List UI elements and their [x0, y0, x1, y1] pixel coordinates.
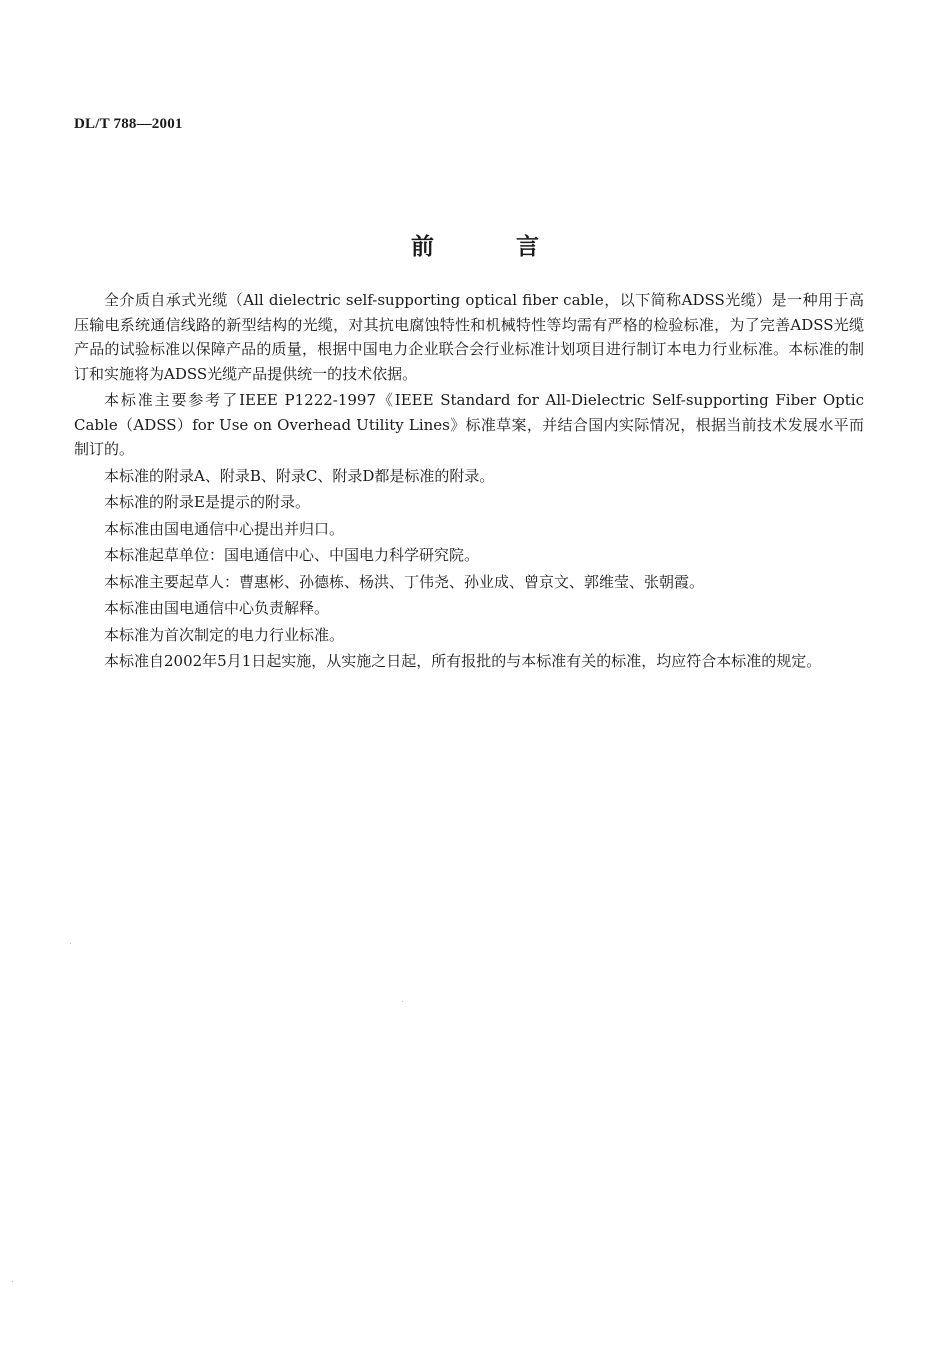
- paragraph-reference: 本标准主要参考了IEEE P1222-1997《IEEE Standard for All-Dielectric Self-supporting Fiber Optic Cable（ADSS）for Use on Overhead Utility Lines》标准草案，并结合国内实际情况，根据当前技术发展水平而制订的。: [74, 391, 864, 458]
- standard-number: DL/T 788—2001: [74, 116, 183, 132]
- paragraph-first-edition: 本标准为首次制定的电力行业标准。: [104, 625, 345, 644]
- scan-speck: [402, 1001, 403, 1002]
- paragraph-intro: 全介质自承式光缆（All dielectric self-supporting optical fiber cable，以下简称ADSS光缆）是一种用于高压输电系统通信线路的新型结构的光缆，对其抗电腐蚀特性和机械特性等均需有严格的检验标准，为了完善ADSS光缆产品的试验标准以保障产品的质量，根据中国电力企业联合会行业标准计划项目进行制订本电力行业标准。本标准的制订和实施将为ADSS光缆产品提供统一的技术依据。: [74, 291, 864, 383]
- paragraph-drafting-units: 本标准起草单位：国电通信中心、中国电力科学研究院。: [104, 546, 480, 564]
- scan-speck: [12, 1281, 13, 1282]
- paragraph-drafters: 本标准主要起草人：曹惠彬、孙德栋、杨洪、丁伟尧、孙业成、曾京文、郭维莹、张朝霞。: [104, 572, 705, 591]
- paragraph-interpretation: 本标准由国电通信中心负责解释。: [104, 599, 330, 617]
- paragraph-normative-annexes: 本标准的附录A、附录B、附录C、附录D都是标准的附录。: [104, 466, 495, 485]
- foreword-body: [74, 288, 864, 676]
- paragraph-proposer: 本标准由国电通信中心提出并归口。: [104, 519, 345, 538]
- paragraph-informative-annex: 本标准的附录E是提示的附录。: [104, 493, 310, 511]
- paragraph-effective-date: 本标准自2002年5月1日起实施，从实施之日起，所有报批的与本标准有关的标准，均应符合本标准的规定。: [104, 652, 822, 670]
- page-title: 前言: [411, 234, 621, 260]
- scan-speck: [70, 943, 71, 944]
